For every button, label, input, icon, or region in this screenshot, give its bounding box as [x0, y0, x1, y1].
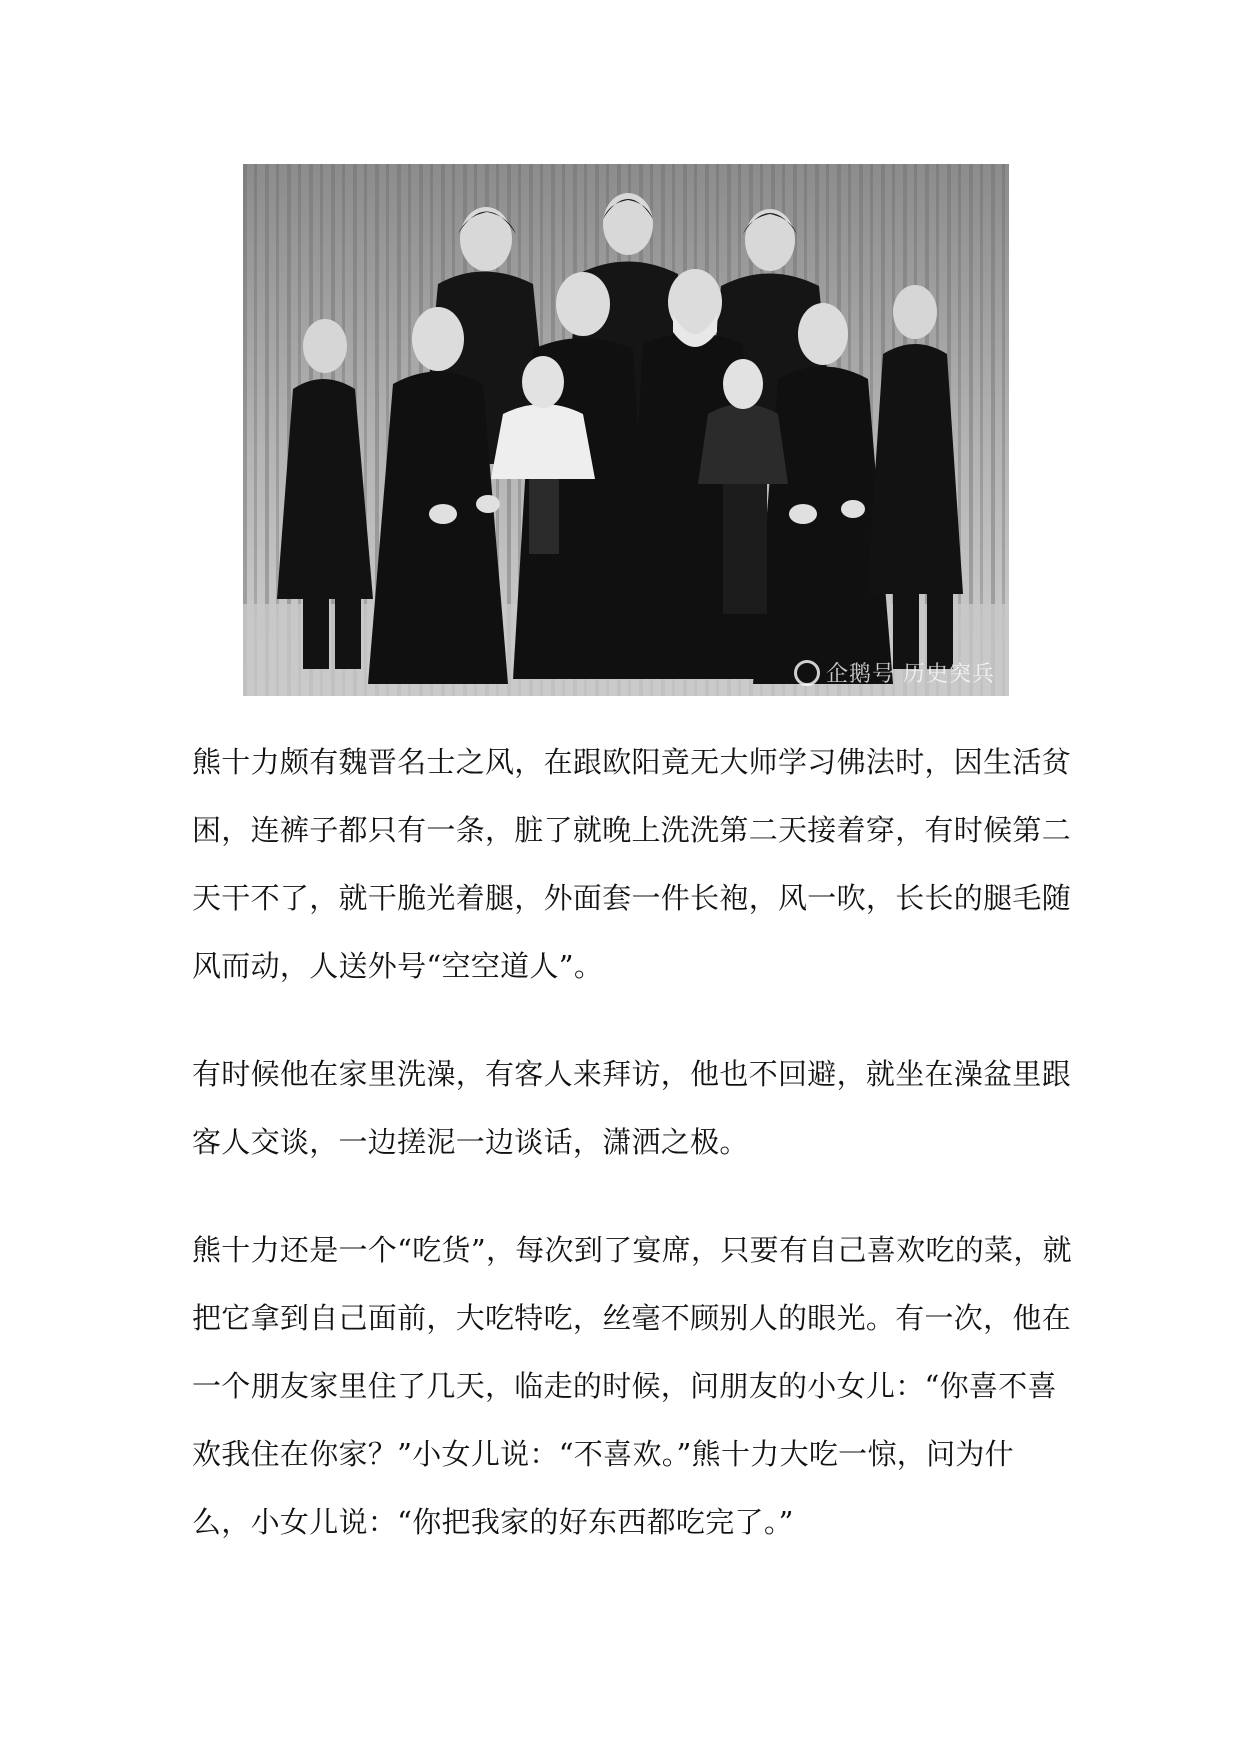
paragraph-2: 有时候他在家里洗澡，有客人来拜访，他也不回避，就坐在澡盆里跟客人交谈，一边搓泥一边谈话，潇洒之极。 [192, 1057, 1072, 1159]
qq-penguin-logo-icon [794, 660, 820, 686]
family-photo-illustration [243, 164, 1009, 696]
watermark-text: 企鹅号 历史突兵 [826, 662, 995, 687]
paragraph-3: 熊十力还是一个“吃货”，每次到了宴席，只要有自己喜欢吃的菜，就把它拿到自己面前，大吃特吃，丝毫不顾别人的眼光。有一次，他在一个朋友家里住了几天，临走的时候，问朋友的小女儿：“你喜不喜欢我住在你家？”小女儿说：“不喜欢。”熊十力大吃一惊，问为什么，小女儿说：“你把我家的好东西都吃完了。” [192, 1233, 1072, 1539]
family-photo [243, 164, 1009, 696]
photo-watermark [794, 657, 995, 688]
paragraph-1: 熊十力颇有魏晋名士之风，在跟欧阳竟无大师学习佛法时，因生活贫困，连裤子都只有一条，脏了就晚上洗洗第二天接着穿，有时候第二天干不了，就干脆光着腿，外面套一件长袍，风一吹，长长的腿毛随风而动，人送外号“空空道人”。 [192, 745, 1072, 983]
